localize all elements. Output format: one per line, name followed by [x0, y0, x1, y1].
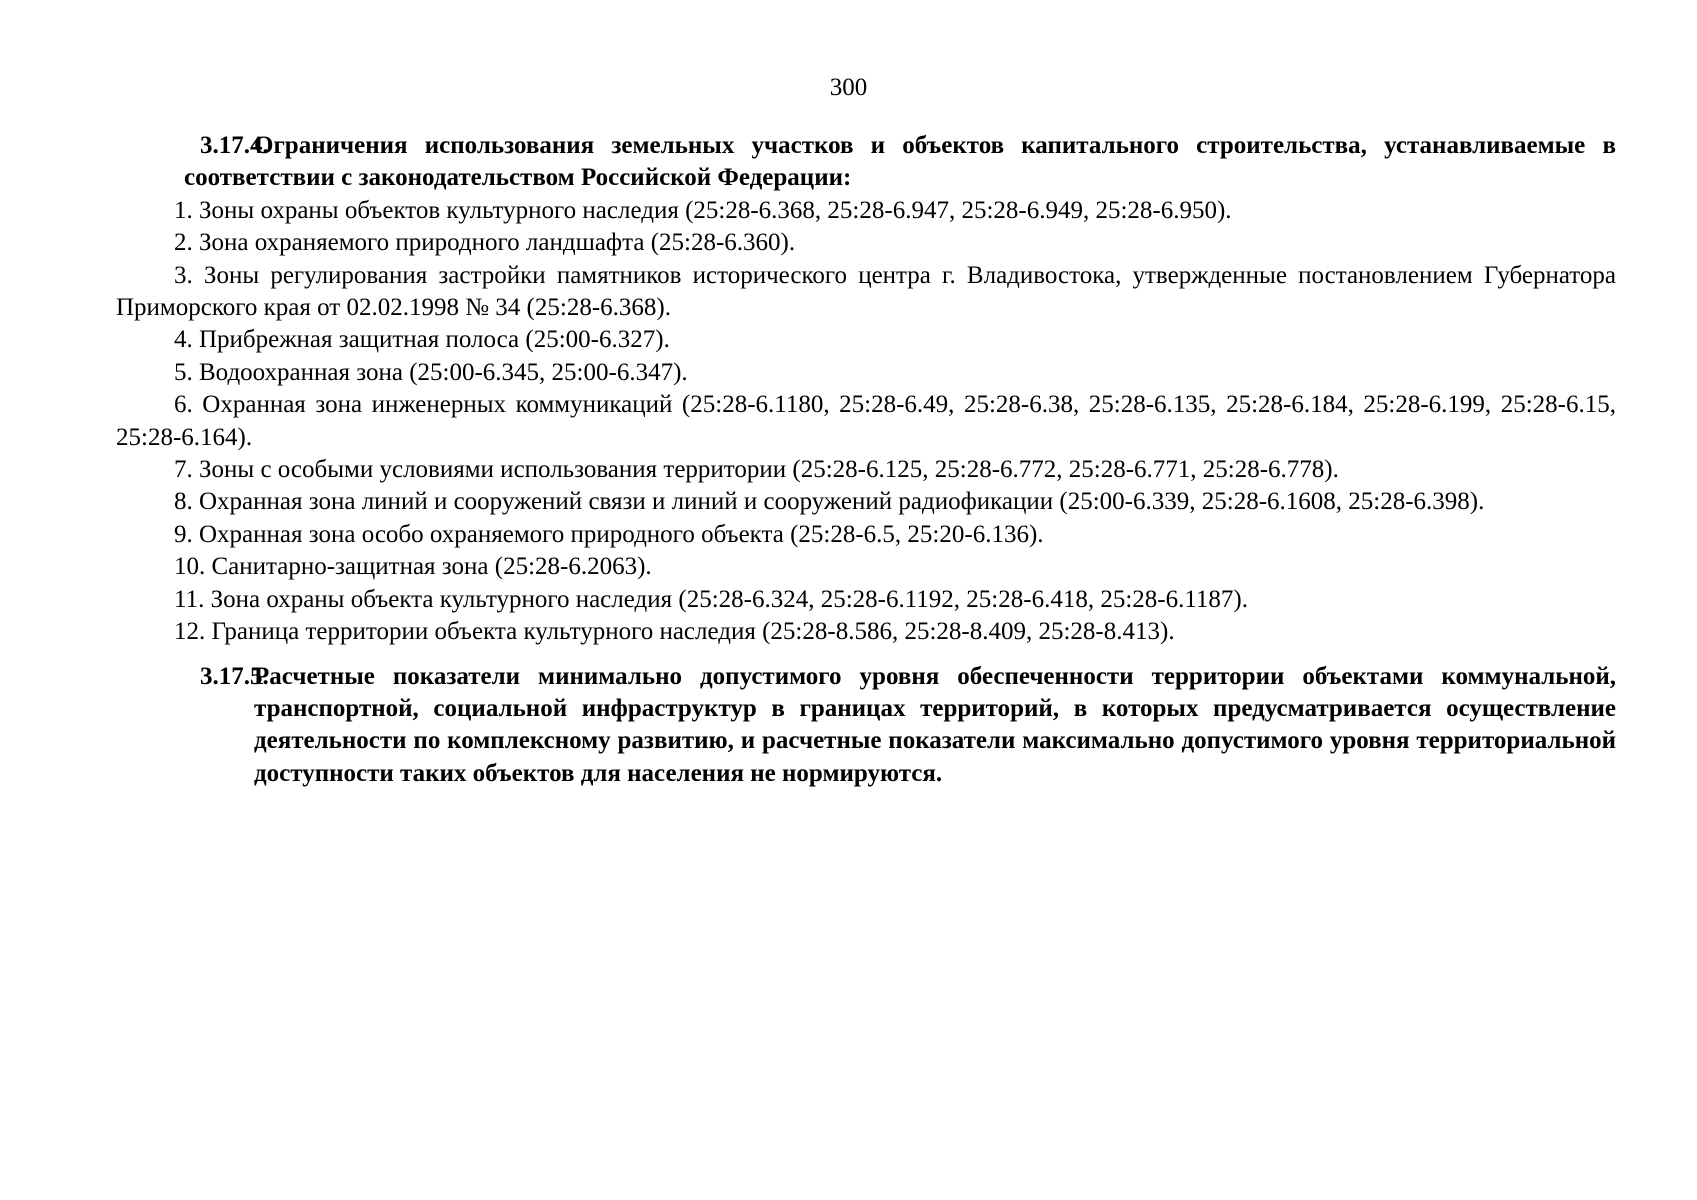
list-item: 3. Зоны регулирования застройки памятников исторического центра г. Владивостока, утвержденные постановлением Губернатора Приморского края от 02.02.1998 № 34 (25:28-6.368).: [116, 261, 1616, 322]
section-heading-3-17-5: [116, 661, 1616, 791]
list-item: 9. Охранная зона особо охраняемого природного объекта (25:28-6.5, 25:20-6.136).: [174, 520, 1044, 548]
section-gap: [116, 649, 1616, 661]
list-item: 12. Граница территории объекта культурного наследия (25:28-8.586, 25:28-8.409, 25:28-8.413).: [174, 618, 1175, 646]
list-item: 6. Охранная зона инженерных коммуникаций (25:28-6.1180, 25:28-6.49, 25:28-6.38, 25:28-6.135, 25:28-6.184, 25:28-6.199, 25:28-6.15, 25:28-6.164).: [116, 391, 1616, 451]
list-item: 4. Прибрежная защитная полоса (25:00-6.327).: [174, 326, 670, 354]
list-item: 1. Зоны охраны объектов культурного наследия (25:28-6.368, 25:28-6.947, 25:28-6.949, 25:28-6.950).: [174, 196, 1232, 224]
document-body: [116, 130, 1616, 790]
section-number: 3.17.5.: [200, 662, 269, 690]
page-number: 300: [829, 74, 868, 101]
list-item: 5. Водоохранная зона (25:00-6.345, 25:00-6.347).: [174, 358, 688, 386]
section-number: 3.17.4.: [200, 132, 269, 159]
list-item: 2. Зона охраняемого природного ландшафта (25:28-6.360).: [174, 229, 796, 257]
list-item: 8. Охранная зона линий и сооружений связи и линий и сооружений радиофикации (25:00-6.339, 25:28-6.1608, 25:28-6.398).: [174, 488, 1485, 516]
list-item: 10. Санитарно-защитная зона (25:28-6.2063).: [174, 553, 652, 581]
section-title: Расчетные показатели минимально допустимого уровня обеспеченности территории объектами коммунальной, транспортной, социальной инфраструктур в границах территорий, в которых предусматривается осуществление деятельности по комплексному развитию, и расчетные показатели максимально допустимого уровня территориальной доступности таких объектов для населения не нормируются.: [254, 662, 1616, 787]
section-title: Ограничения использования земельных участков и объектов капитального строительства, устанавливаемые в соответствии с законодательством Российской Федерации:: [184, 132, 1616, 192]
list-item: 7. Зоны с особыми условиями использования территории (25:28-6.125, 25:28-6.772, 25:28-6.771, 25:28-6.778).: [174, 456, 1339, 484]
section-heading-3-17-4: [116, 130, 1616, 195]
list-item: 11. Зона охраны объекта культурного наследия (25:28-6.324, 25:28-6.1192, 25:28-6.418, 25:28-6.1187).: [174, 585, 1248, 613]
